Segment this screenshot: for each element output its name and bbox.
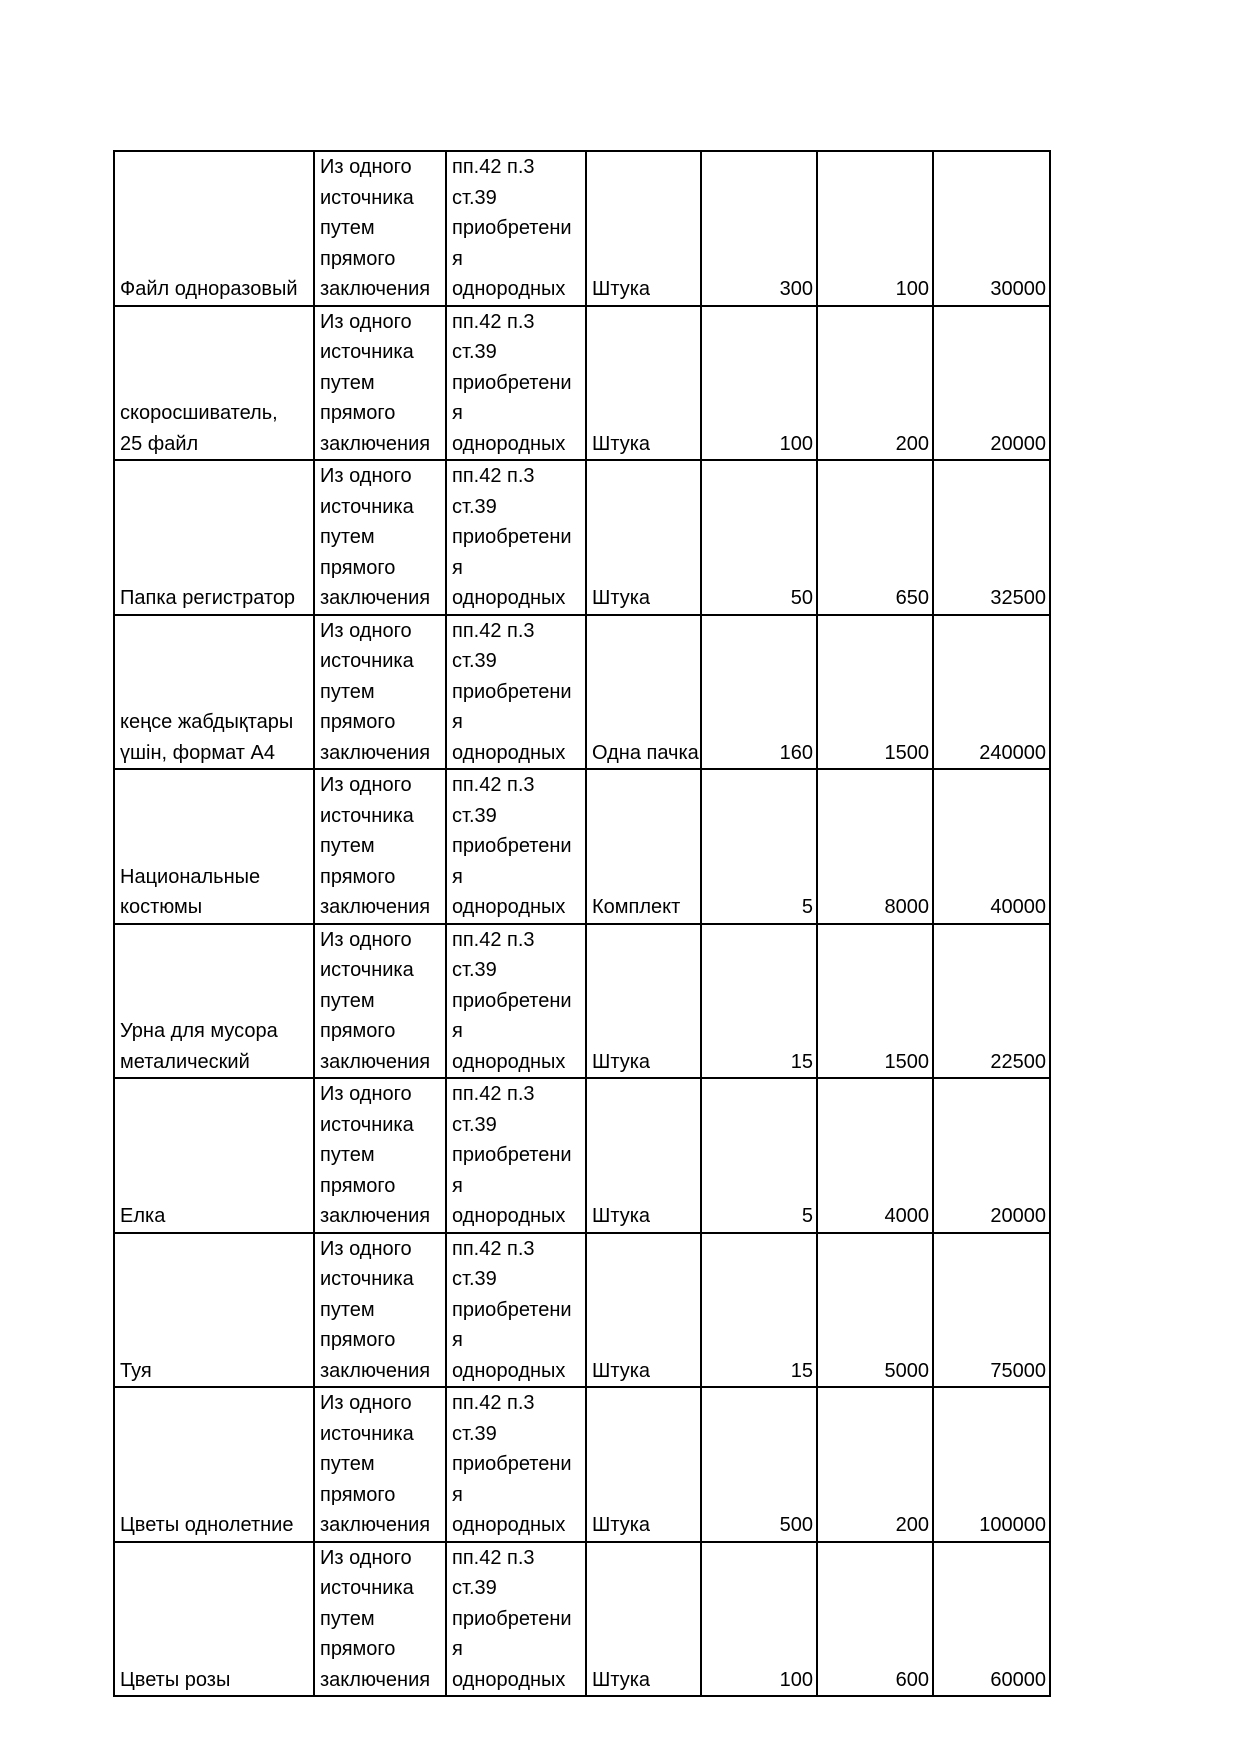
total-sum-cell: 30000: [933, 151, 1050, 306]
legal-basis-line: пп.42 п.3: [452, 1392, 535, 1414]
item-name-cell: [114, 306, 314, 461]
legal-basis-cell: [446, 615, 586, 770]
table-row: [114, 924, 1050, 1079]
procurement-method-line: прямого: [320, 402, 396, 424]
table-row: [114, 615, 1050, 770]
quantity-cell: 5: [701, 769, 817, 924]
item-name: [120, 862, 309, 923]
legal-basis-line: однородных: [452, 587, 566, 609]
table-body: [114, 151, 1050, 1696]
item-name-cell: [114, 615, 314, 770]
procurement-method-line: Из одного: [320, 1237, 412, 1260]
procurement-method-line: путем: [320, 217, 375, 239]
legal-basis-line: пп.42 п.3: [452, 928, 535, 951]
item-name: [120, 1356, 309, 1387]
legal-basis-line: ст.39: [452, 1113, 497, 1136]
legal-basis-line: я: [452, 1020, 463, 1042]
procurement-method-line: Из одного: [320, 156, 412, 178]
legal-basis-line: однородных: [452, 1050, 566, 1073]
item-name: [120, 1510, 309, 1541]
legal-basis-line: я: [452, 247, 463, 270]
item-name-line: Файл одноразовый: [120, 278, 298, 300]
item-name-line: Цветы розы: [120, 1668, 231, 1691]
unit-cell: Штука: [586, 460, 701, 615]
legal-basis-line: однородных: [452, 741, 566, 764]
quantity-cell: 100: [701, 1542, 817, 1697]
legal-basis-cell: [446, 306, 586, 461]
legal-basis-cell: [446, 769, 586, 924]
procurement-method: [320, 1543, 441, 1696]
procurement-method-line: заключения: [320, 1514, 431, 1536]
legal-basis: [452, 925, 581, 1078]
procurement-method-line: Из одного: [320, 310, 412, 333]
item-name-cell: [114, 1387, 314, 1542]
legal-basis-line: однородных: [452, 1668, 566, 1691]
procurement-method-line: заключения: [320, 1205, 431, 1227]
procurement-method-line: источника: [320, 650, 414, 672]
legal-basis: [452, 307, 581, 460]
procurement-method-line: прямого: [320, 247, 396, 270]
quantity-cell: 500: [701, 1387, 817, 1542]
legal-basis-line: приобретени: [452, 680, 572, 703]
unit-price-cell: 1500: [817, 615, 933, 770]
procurement-method: [320, 152, 441, 305]
legal-basis-line: ст.39: [452, 650, 497, 672]
procurement-method-line: Из одного: [320, 619, 412, 642]
legal-basis-cell: [446, 1233, 586, 1388]
procurement-method: [320, 770, 441, 923]
procurement-table: [113, 150, 1051, 1697]
legal-basis-line: однородных: [452, 432, 566, 455]
unit-price-cell: 8000: [817, 769, 933, 924]
legal-basis-line: ст.39: [452, 1577, 497, 1599]
unit-cell: Штука: [586, 1387, 701, 1542]
legal-basis-line: я: [452, 1329, 463, 1351]
procurement-method-line: источника: [320, 1113, 414, 1136]
legal-basis-line: ст.39: [452, 804, 497, 827]
procurement-method-line: прямого: [320, 1020, 396, 1042]
item-name-line: Национальные: [120, 865, 261, 888]
legal-basis: [452, 616, 581, 769]
unit-cell: Штука: [586, 1542, 701, 1697]
procurement-method: [320, 616, 441, 769]
procurement-method-line: источника: [320, 804, 414, 827]
legal-basis-line: пп.42 п.3: [452, 310, 535, 333]
procurement-method-line: Из одного: [320, 1546, 412, 1569]
quantity-cell: 15: [701, 924, 817, 1079]
table-row: [114, 1233, 1050, 1388]
procurement-method-line: путем: [320, 1298, 375, 1321]
quantity-cell: 160: [701, 615, 817, 770]
unit-cell: Штука: [586, 924, 701, 1079]
procurement-method-line: Из одного: [320, 465, 412, 487]
table-row: [114, 1542, 1050, 1697]
item-name-cell: [114, 460, 314, 615]
procurement-method-cell: [314, 151, 446, 306]
legal-basis-line: ст.39: [452, 495, 497, 518]
procurement-method-line: прямого: [320, 1329, 396, 1351]
item-name: [120, 707, 309, 768]
item-name-line: Папка регистратор: [120, 587, 296, 609]
item-name: [120, 274, 309, 305]
procurement-method-line: Из одного: [320, 1083, 412, 1105]
procurement-method: [320, 1388, 441, 1541]
total-sum-cell: 240000: [933, 615, 1050, 770]
item-name-line: металический: [120, 1050, 250, 1073]
procurement-method-line: Из одного: [320, 774, 412, 796]
legal-basis-line: ст.39: [452, 1422, 497, 1445]
item-name-cell: [114, 1542, 314, 1697]
unit-cell: Одна пачка: [586, 615, 701, 770]
procurement-method-line: прямого: [320, 556, 396, 579]
total-sum-cell: 75000: [933, 1233, 1050, 1388]
item-name: [120, 1016, 309, 1077]
total-sum-cell: 20000: [933, 306, 1050, 461]
legal-basis-line: ст.39: [452, 1268, 497, 1290]
legal-basis-cell: [446, 1078, 586, 1233]
procurement-method-line: заключения: [320, 1359, 431, 1382]
legal-basis: [452, 1079, 581, 1232]
legal-basis-line: однородных: [452, 1514, 566, 1536]
legal-basis-line: я: [452, 711, 463, 733]
unit-price-cell: 100: [817, 151, 933, 306]
quantity-cell: 100: [701, 306, 817, 461]
legal-basis-line: приобретени: [452, 217, 572, 239]
legal-basis-line: приобретени: [452, 989, 572, 1012]
quantity-cell: 5: [701, 1078, 817, 1233]
procurement-method-line: источника: [320, 341, 414, 363]
procurement-method-line: источника: [320, 959, 414, 981]
legal-basis-line: однородных: [452, 1205, 566, 1227]
procurement-method-line: источника: [320, 1422, 414, 1445]
total-sum-cell: 22500: [933, 924, 1050, 1079]
procurement-method-line: путем: [320, 371, 375, 394]
legal-basis-line: пп.42 п.3: [452, 1083, 535, 1105]
unit-cell: Штука: [586, 151, 701, 306]
procurement-method-cell: [314, 1542, 446, 1697]
item-name-line: костюмы: [120, 896, 203, 918]
procurement-method-line: заключения: [320, 432, 431, 455]
procurement-method-line: путем: [320, 835, 375, 857]
item-name-cell: [114, 151, 314, 306]
legal-basis-cell: [446, 1542, 586, 1697]
procurement-method: [320, 1234, 441, 1387]
legal-basis-line: приобретени: [452, 1607, 572, 1630]
procurement-method-line: заключения: [320, 278, 431, 300]
procurement-method-line: путем: [320, 989, 375, 1012]
procurement-method-line: Из одного: [320, 1392, 412, 1414]
legal-basis-line: приобретени: [452, 371, 572, 394]
legal-basis-line: пп.42 п.3: [452, 1237, 535, 1260]
item-name-cell: [114, 924, 314, 1079]
procurement-method-line: путем: [320, 526, 375, 548]
total-sum-cell: 100000: [933, 1387, 1050, 1542]
quantity-cell: 15: [701, 1233, 817, 1388]
legal-basis-line: пп.42 п.3: [452, 774, 535, 796]
item-name-line: Туя: [120, 1359, 152, 1382]
procurement-method: [320, 1079, 441, 1232]
legal-basis: [452, 1388, 581, 1541]
procurement-method-line: заключения: [320, 896, 431, 918]
table-row: [114, 1387, 1050, 1542]
legal-basis-line: я: [452, 865, 463, 888]
legal-basis-line: я: [452, 1638, 463, 1660]
unit-price-cell: 200: [817, 1387, 933, 1542]
total-sum-cell: 40000: [933, 769, 1050, 924]
legal-basis-line: пп.42 п.3: [452, 465, 535, 487]
unit-price-cell: 200: [817, 306, 933, 461]
procurement-method-cell: [314, 924, 446, 1079]
legal-basis-line: приобретени: [452, 1144, 572, 1166]
total-sum-cell: 32500: [933, 460, 1050, 615]
table-row: [114, 306, 1050, 461]
legal-basis-cell: [446, 151, 586, 306]
legal-basis-line: я: [452, 402, 463, 424]
legal-basis-line: пп.42 п.3: [452, 619, 535, 642]
legal-basis-line: приобретени: [452, 1298, 572, 1321]
legal-basis: [452, 1543, 581, 1696]
legal-basis: [452, 770, 581, 923]
procurement-method-cell: [314, 1233, 446, 1388]
unit-cell: Штука: [586, 1078, 701, 1233]
procurement-method-line: источника: [320, 1577, 414, 1599]
item-name: [120, 1665, 309, 1696]
item-name-cell: [114, 769, 314, 924]
unit-price-cell: 4000: [817, 1078, 933, 1233]
procurement-method-line: заключения: [320, 1050, 431, 1073]
total-sum-cell: 60000: [933, 1542, 1050, 1697]
item-name: [120, 1201, 309, 1232]
procurement-method-line: прямого: [320, 711, 396, 733]
table-row: [114, 1078, 1050, 1233]
legal-basis-line: однородных: [452, 278, 566, 300]
procurement-method-line: прямого: [320, 1483, 396, 1506]
item-name-line: Урна для мусора: [120, 1020, 278, 1042]
legal-basis-line: я: [452, 1483, 463, 1506]
legal-basis-line: ст.39: [452, 341, 497, 363]
item-name-line: кеңсе жабдықтары: [120, 711, 294, 733]
procurement-method-line: прямого: [320, 1638, 396, 1660]
procurement-method-line: заключения: [320, 1668, 431, 1691]
item-name-cell: [114, 1233, 314, 1388]
legal-basis-line: приобретени: [452, 835, 572, 857]
unit-price-cell: 1500: [817, 924, 933, 1079]
legal-basis-line: однородных: [452, 1359, 566, 1382]
procurement-method-line: источника: [320, 1268, 414, 1290]
legal-basis-cell: [446, 924, 586, 1079]
legal-basis-line: пп.42 п.3: [452, 1546, 535, 1569]
procurement-method-line: заключения: [320, 587, 431, 609]
legal-basis: [452, 1234, 581, 1387]
procurement-method-cell: [314, 1078, 446, 1233]
procurement-method-line: прямого: [320, 865, 396, 888]
legal-basis-line: ст.39: [452, 959, 497, 981]
legal-basis: [452, 152, 581, 305]
item-name-line: Елка: [120, 1205, 166, 1227]
procurement-method-line: прямого: [320, 1174, 396, 1197]
procurement-method: [320, 925, 441, 1078]
item-name: [120, 583, 309, 614]
legal-basis-line: приобретени: [452, 1453, 572, 1475]
legal-basis-line: я: [452, 1174, 463, 1197]
unit-price-cell: 600: [817, 1542, 933, 1697]
item-name-line: скоросшиватель,: [120, 402, 278, 424]
quantity-cell: 300: [701, 151, 817, 306]
quantity-cell: 50: [701, 460, 817, 615]
total-sum-cell: 20000: [933, 1078, 1050, 1233]
procurement-method-line: источника: [320, 495, 414, 518]
legal-basis-line: я: [452, 556, 463, 579]
procurement-method: [320, 307, 441, 460]
procurement-method-cell: [314, 769, 446, 924]
table-row: [114, 460, 1050, 615]
item-name-line: Цветы однолетние: [120, 1514, 294, 1536]
procurement-method-cell: [314, 460, 446, 615]
legal-basis-line: однородных: [452, 896, 566, 918]
procurement-method-line: путем: [320, 1607, 375, 1630]
procurement-method-cell: [314, 1387, 446, 1542]
table-row: [114, 769, 1050, 924]
procurement-method-line: путем: [320, 1453, 375, 1475]
legal-basis: [452, 461, 581, 614]
unit-price-cell: 650: [817, 460, 933, 615]
procurement-method-line: Из одного: [320, 928, 412, 951]
unit-cell: Комплект: [586, 769, 701, 924]
item-name-cell: [114, 1078, 314, 1233]
procurement-method-line: путем: [320, 680, 375, 703]
legal-basis-cell: [446, 460, 586, 615]
item-name-line: 25 файл: [120, 432, 199, 455]
legal-basis-line: ст.39: [452, 186, 497, 209]
legal-basis-line: пп.42 п.3: [452, 156, 535, 178]
legal-basis-line: приобретени: [452, 526, 572, 548]
table-row: [114, 151, 1050, 306]
unit-price-cell: 5000: [817, 1233, 933, 1388]
item-name-line: үшін, формат А4: [120, 741, 275, 764]
procurement-method-line: путем: [320, 1144, 375, 1166]
procurement-method-cell: [314, 615, 446, 770]
procurement-method: [320, 461, 441, 614]
unit-cell: Штука: [586, 1233, 701, 1388]
procurement-method-line: заключения: [320, 741, 431, 764]
procurement-method-cell: [314, 306, 446, 461]
legal-basis-cell: [446, 1387, 586, 1542]
item-name: [120, 398, 309, 459]
unit-cell: Штука: [586, 306, 701, 461]
procurement-method-line: источника: [320, 186, 414, 209]
